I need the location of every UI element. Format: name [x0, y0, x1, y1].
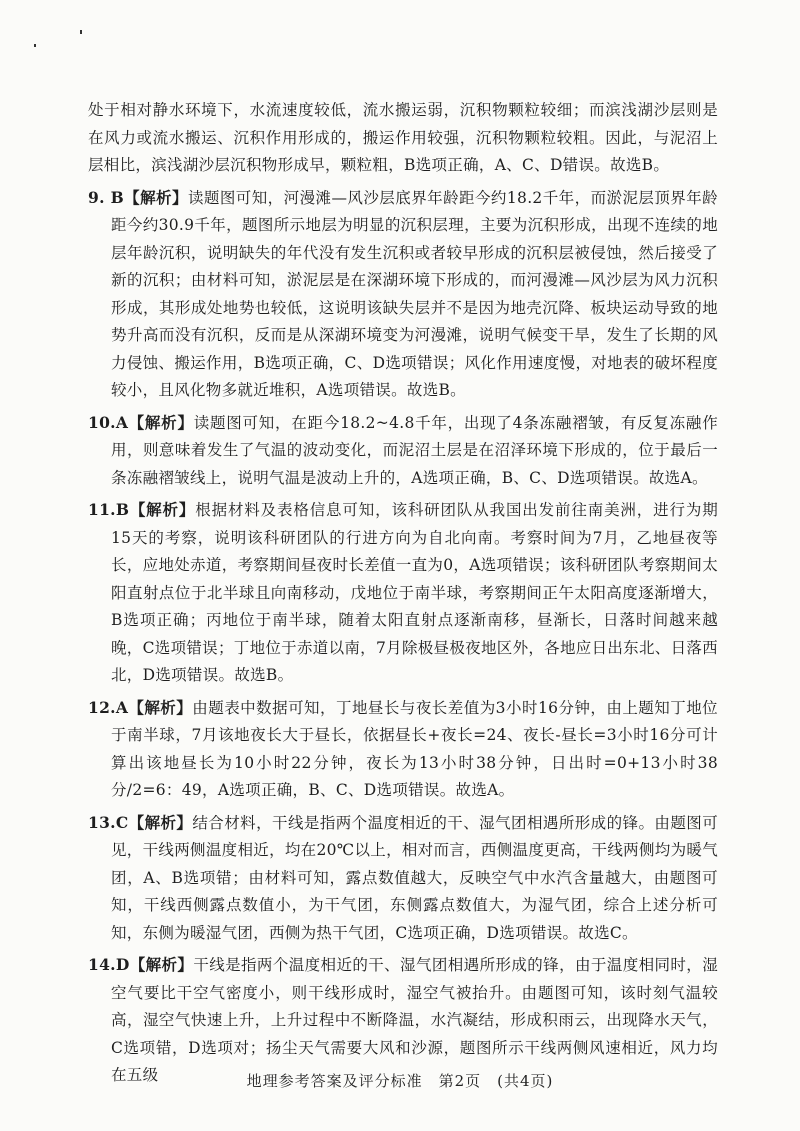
item-body: 干线是指两个温度相近的干、湿气团相遇所形成的锋，由于温度相同时，湿空气要比干空气密度小，则干线形成时，湿空气被抬升。由题图可知，该时刻气温较高，湿空气快速上升，上升过程中不断降温，水汽凝结，形成积雨云，出现降水天气，C选项错，D选项对；扬尘天气需要大风和沙源，题图所示干线两侧风速相近，风力均在五级 [111, 956, 719, 1084]
item-heading: 10.A【解析】 [88, 412, 194, 432]
answer-item-13 [88, 809, 718, 948]
item-body: 读题图可知，在距今18.2~4.8千年，出现了4条冻融褶皱，有反复冻融作用，则意味着发生了气温的波动变化，而泥沼土层是在沼泽环境下形成的，位于最后一条冻融褶皱线上，说明气温是波动上升的，A选项正确，B、C、D选项错误。故选A。 [111, 413, 718, 487]
answer-item-9 [88, 184, 718, 405]
answer-item-11 [88, 496, 718, 690]
item-body: 读题图可知，河漫滩—风沙层底界年龄距今约18.2千年，而淤泥层顶界年龄距今约30.9千年，题图所示地层为明显的沉积层理，主要为沉积形成，出现不连续的地层年龄沉积，说明缺失的年代没有发生沉积或者较早形成的沉积层被侵蚀，然后接受了新的沉积；由材料可知，淤泥层是在深湖环境下形成的，而河漫滩—风沙层为风力沉积形成，其形成处地势也较低，这说明该缺失层并不是因为地壳沉降、板块运动导致的地势升高而没有沉积，反而是从深湖环境变为河漫滩，说明气候变干旱，发生了长期的风力侵蚀、搬运作用，B选项正确，C、D选项错误；风化作用速度慢，对地表的破坏程度较小，且风化物多就近堆积，A选项错误。故选B。 [111, 188, 718, 399]
intro-paragraph: 处于相对静水环境下，水流速度较低，流水搬运弱，沉积物颗粒较细；而滨浅湖沙层则是在风力或流水搬运、沉积作用形成的，搬运作用较强，沉积物颗粒较粗。因此，与泥沼上层相比，滨浅湖沙层沉积物形成早，颗粒粗，B选项正确，A、C、D错误。故选B。 [88, 101, 718, 174]
answer-item-12 [88, 694, 718, 805]
item-heading: 12.A【解析】 [88, 697, 193, 717]
answer-text-body [88, 97, 718, 1090]
answer-item-10 [88, 409, 718, 493]
page-footer: 地理参考答案及评分标准 第2页 (共4页) [246, 1072, 554, 1090]
item-body: 根据材料及表格信息可知，该科研团队从我国出发前往南美洲，进行为期15天的考察，说明该科研团队的行进方向为自北向南。考察时间为7月，乙地昼夜等长，应地处赤道，考察期间昼夜时长差值一直为0，A选项错误；该科研团队考察期间太阳直射点位于北半球且向南移动，戊地位于南半球，考察期间正午太阳高度逐渐增大，B选项正确；丙地位于南半球，随着太阳直射点逐渐南移，昼渐长，日落时间越来越晚，C选项错误；丁地位于赤道以南，7月除极昼极夜地区外，各地应日出东北、日落西北，D选项错误。故选B。 [111, 501, 718, 684]
scan-speck [34, 44, 36, 47]
item-heading: 14.D【解析】 [88, 955, 194, 974]
item-heading: 11.B【解析】 [88, 500, 196, 519]
answer-item-14 [88, 951, 718, 1090]
item-body: 由题表中数据可知，丁地昼长与夜长差值为3小时16分钟，由上题知丁地位于南半球，7月该地夜长大于昼长，依据昼长+夜长=24、夜长-昼长=3小时16分可计算出该地昼长为10小时22分钟，夜长为13小时38分钟，日出时=0+13小时38分/2=6：49，A选项正确，B、C、D选项错误。故选A。 [111, 698, 718, 799]
item-body: 结合材料，干线是指两个温度相近的干、湿气团相遇所形成的锋。由题图可见，干线两侧温度相近，均在20℃以上，相对而言，西侧温度更高，干线两侧均为暖气团，A、B选项错；由材料可知，露点数值越大，反映空气中水汽含量越大，由题图可知，干线西侧露点数值小，为干气团，东侧露点数值大，为湿气团，综合上述分析可知，东侧为暖湿气团，西侧为热干气团，C选项正确，D选项错误。故选C。 [111, 813, 719, 942]
scan-speck [80, 30, 82, 34]
item-heading: 13.C【解析】 [88, 812, 193, 832]
item-heading: 9. B【解析】 [88, 187, 188, 207]
